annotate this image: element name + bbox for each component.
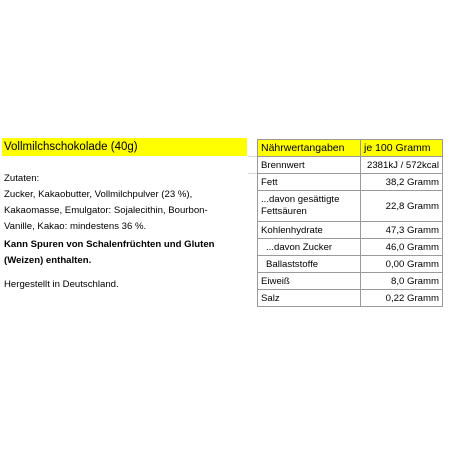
cell-gridline [248, 156, 257, 157]
row-value: 2381kJ / 572kcal [361, 157, 443, 174]
ingredients-line: Kakaomasse, Emulgator: Sojalecithin, Bourbon- [4, 205, 208, 216]
row-value: 22,8 Gramm [361, 191, 443, 222]
header-value-cell: je 100 Gramm [361, 140, 443, 157]
product-title: Vollmilchschokolade (40g) [2, 138, 247, 156]
row-label: Ballaststoffe [258, 256, 361, 273]
allergen-line: (Weizen) enthalten. [4, 255, 92, 266]
table-header-row [258, 140, 443, 157]
row-value: 0,22 Gramm [361, 290, 443, 307]
row-value: 46,0 Gramm [361, 239, 443, 256]
row-label: Kohlenhydrate [258, 222, 361, 239]
table-row [258, 273, 443, 290]
row-label: Eiweiß [258, 273, 361, 290]
table-row [258, 222, 443, 239]
table-row [258, 191, 443, 222]
nutrition-table [257, 139, 443, 307]
row-label: Salz [258, 290, 361, 307]
row-value: 47,3 Gramm [361, 222, 443, 239]
spreadsheet-area [0, 138, 450, 328]
allergen-line: Kann Spuren von Schalenfrüchten und Gluten [4, 239, 215, 250]
table-row [258, 239, 443, 256]
row-value: 38,2 Gramm [361, 174, 443, 191]
row-label: Fett [258, 174, 361, 191]
cell-gridline [248, 173, 257, 174]
ingredients-line: Vanille, Kakao: mindestens 36 %. [4, 221, 147, 232]
row-label: ...davon Zucker [258, 239, 361, 256]
row-label: ...davon gesättigte Fettsäuren [258, 191, 361, 222]
table-row [258, 256, 443, 273]
table-row [258, 157, 443, 174]
ingredients-heading: Zutaten: [4, 173, 40, 184]
origin-text: Hergestellt in Deutschland. [4, 279, 119, 290]
row-value: 8,0 Gramm [361, 273, 443, 290]
row-label: Brennwert [258, 157, 361, 174]
table-row [258, 290, 443, 307]
row-value: 0,00 Gramm [361, 256, 443, 273]
table-row [258, 174, 443, 191]
ingredients-line: Zucker, Kakaobutter, Vollmilchpulver (23 %), [4, 189, 193, 200]
header-label-cell: Nährwertangaben [258, 140, 361, 157]
